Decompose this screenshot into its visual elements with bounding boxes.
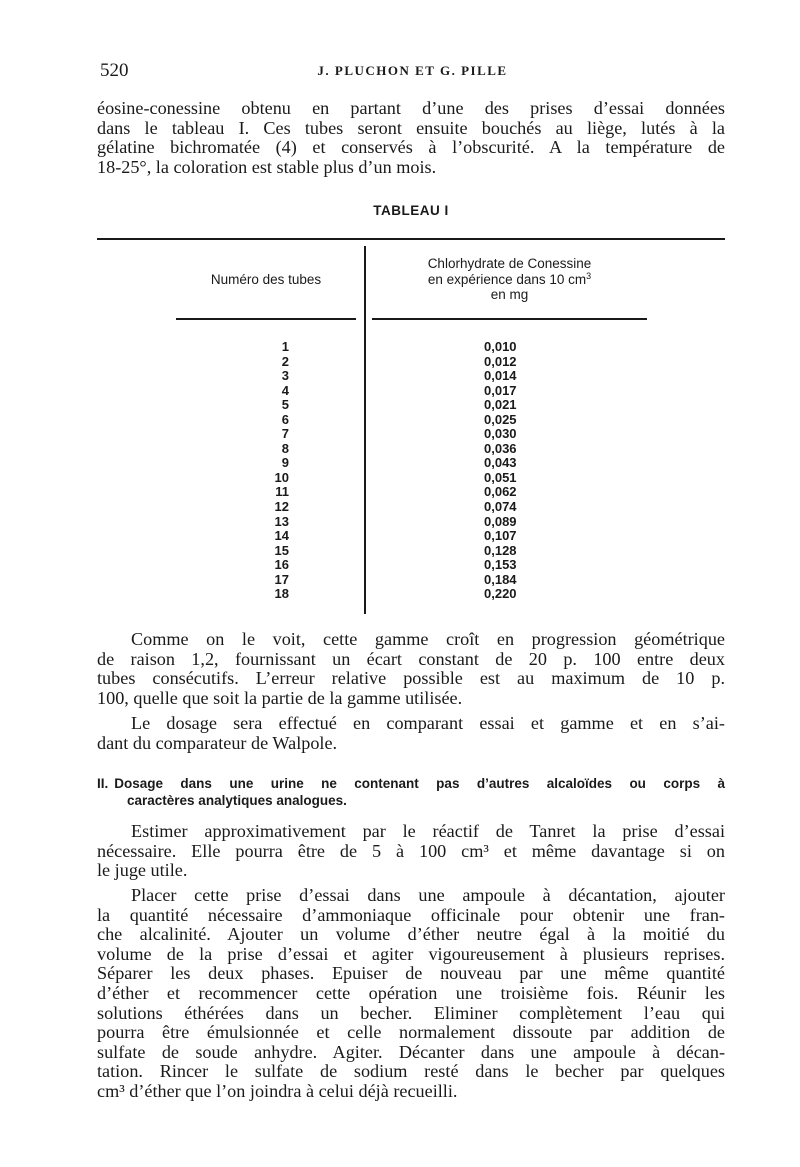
tube-number: 1 (281, 339, 289, 354)
text-line: le juge utile. (97, 860, 188, 881)
text-line: Placer cette prise d’essai dans une ampoule à décantation, ajouter (131, 885, 725, 905)
concentration-value: 0,017 (484, 382, 517, 398)
tube-number: 7 (281, 426, 289, 442)
tube-number: 5 (281, 397, 289, 413)
concentration-value: 0,021 (484, 397, 517, 413)
tube-number: 6 (281, 411, 289, 427)
table-header-rule-left (176, 318, 356, 320)
text-line: Le dosage sera effectué en comparant essai et gamme et en s’ai- (131, 713, 725, 733)
concentration-value: 0,030 (484, 426, 517, 442)
concentration-value: 0,012 (484, 353, 517, 369)
text-line: d’éther et recommencer cette opération une troisième fois. Réunir les (97, 982, 725, 1003)
text-line: cm³ d’éther que l’on joindra à celui déjà recueilli. (97, 1080, 458, 1101)
text-line: la quantité nécessaire d’ammoniaque officinale pour obtenir une fran- (97, 904, 725, 925)
concentration-value: 0,128 (484, 542, 517, 558)
tube-number: 14 (274, 528, 289, 544)
page-number: 520 (100, 60, 129, 81)
tube-number: 10 (274, 469, 289, 485)
concentration-value: 0,089 (484, 513, 517, 529)
tube-number: 12 (274, 499, 289, 515)
tube-number: 4 (281, 382, 289, 398)
tube-number: 2 (281, 353, 289, 369)
text-line: dant du comparateur de Walpole. (97, 732, 338, 753)
text-line: volume de la prise d’essai et agiter vigoureusement à plusieurs reprises. (97, 943, 725, 964)
concentration-value: 0,014 (484, 368, 517, 384)
text-line: dans le tableau I. Ces tubes seront ensuite bouchés au liège, lutés à la (97, 117, 725, 138)
section-heading-line: II. Dosage dans une urine ne contenant pas d’autres alcaloïdes ou corps à (97, 776, 725, 791)
paragraph-estimer (97, 822, 725, 881)
tube-number: 3 (281, 368, 289, 384)
text-line: de raison 1,2, fournissant un écart constant de 20 p. 100 entre deux (97, 648, 725, 669)
concentration-value: 0,051 (484, 469, 517, 485)
text-line: sulfate de soude anhydre. Agiter. Décanter dans une ampoule à décan- (97, 1041, 725, 1062)
table-top-rule (97, 238, 725, 240)
superscript: 3 (586, 270, 592, 281)
column-header-tubes: Numéro des tubes (210, 272, 322, 287)
text-line: 100, quelle que soit la partie de la gamme utilisée. (97, 687, 463, 708)
section-number: II. (97, 776, 109, 791)
running-head: J. PLUCHON ET G. PILLE (317, 63, 508, 78)
concentration-value: 0,010 (484, 339, 517, 354)
section-heading (97, 775, 725, 809)
text-line: tation. Rincer le sulfate de sodium resté dans le becher par quelques (97, 1061, 725, 1082)
tube-number: 9 (281, 455, 289, 471)
text-line: 18-25°, la coloration est stable plus d’un mois. (97, 156, 437, 177)
text-line: che alcalinité. Ajouter un volume d’éther neutre égal à la moitié du (97, 924, 725, 945)
paragraph-dosage (97, 714, 725, 753)
paragraph-gamme (97, 630, 725, 708)
tube-number: 15 (274, 542, 289, 558)
tube-number: 17 (274, 571, 289, 587)
concentration-value: 0,043 (484, 455, 517, 471)
section-heading-line: caractères analytiques analogues. (127, 793, 347, 808)
text-line: éosine-conessine obtenu en partant d’une des prises d’essai données (97, 98, 725, 118)
column-header-line: en mg (490, 287, 529, 302)
tube-number: 16 (274, 557, 289, 573)
column-header-line: Chlorhydrate de Conessine (427, 256, 592, 271)
tube-number: 11 (275, 484, 289, 500)
concentration-value: 0,036 (484, 440, 517, 456)
concentration-value: 0,025 (484, 411, 517, 427)
column-header-line: en expérience dans 10 $cm^3$ (427, 270, 592, 287)
column-header-concentration (372, 256, 647, 303)
text-line: Comme on le voit, cette gamme croît en progression géométrique (131, 629, 725, 649)
concentration-value: 0,220 (484, 586, 517, 602)
text-line: gélatine bichromatée (4) et conservés à l’obscurité. A la température de (97, 137, 725, 158)
text-line: solutions éthérées dans un becher. Eliminer complètement l’eau qui (97, 1002, 725, 1023)
table-header-rule-right (372, 318, 647, 320)
text-line: pourra être émulsionnée et celle normalement dissoute par addition de (97, 1022, 725, 1043)
tube-number: 13 (274, 513, 289, 529)
table-column-divider (364, 246, 366, 614)
concentration-value: 0,074 (484, 499, 517, 515)
concentration-value: 0,153 (484, 557, 517, 573)
tube-number-column (246, 340, 289, 602)
text-line: Estimer approximativement par le réactif de Tanret la prise d’essai (131, 821, 725, 841)
tube-number: 18 (274, 586, 289, 602)
concentration-value: 0,107 (484, 528, 517, 544)
text-line: nécessaire. Elle pourra être de 5 à 100 cm³ et même davantage si on (97, 840, 725, 861)
page-header (100, 60, 725, 86)
concentration-value: 0,062 (484, 484, 517, 500)
table-title: TABLEAU I (373, 203, 449, 218)
concentration-column (484, 340, 544, 602)
text-line: tubes consécutifs. L’erreur relative possible est au maximum de 10 p. (97, 668, 725, 689)
concentration-value: 0,184 (484, 571, 517, 587)
paragraph-placer (97, 886, 725, 1102)
tube-number: 8 (281, 440, 289, 456)
intro-paragraph (97, 99, 725, 177)
text-line: Séparer les deux phases. Epuiser de nouveau par une même quantité (97, 963, 725, 984)
